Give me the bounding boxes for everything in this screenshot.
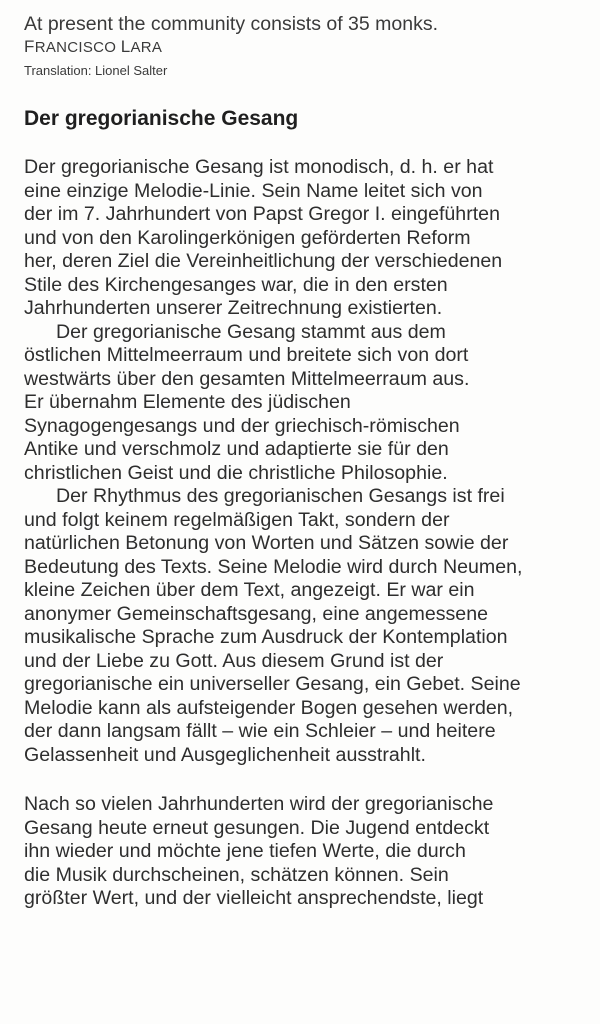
paragraph-4 [24, 793, 600, 911]
translator-credit: Translation: Lionel Salter [24, 63, 168, 78]
text-line: Synagogengesangs und der griechisch-römischen [24, 414, 460, 437]
text-line: Der Rhythmus des gregorianischen Gesangs ist frei [56, 485, 505, 507]
text-line: Er übernahm Elemente des jüdischen [24, 391, 351, 413]
text-line: her, deren Ziel die Vereinheitlichung der verschiedenen [24, 250, 503, 272]
text-line: musikalische Sprache zum Ausdruck der Kontemplation [24, 626, 508, 648]
paragraph-1 [24, 156, 600, 321]
text-line: natürlichen Betonung von Worten und Sätzen sowie der [24, 532, 509, 554]
paragraph-3 [24, 485, 600, 767]
text-line: der im 7. Jahrhundert von Papst Gregor I. eingeführten [24, 203, 500, 225]
section-heading: Der gregorianische Gesang [24, 107, 299, 130]
text-line: anonymer Gemeinschaftsgesang, eine angemessene [24, 602, 489, 625]
text-line: östlichen Mittelmeerraum und breitete sich von dort [24, 344, 469, 366]
text-line: christlichen Geist und die christliche Philosophie. [24, 461, 448, 484]
paragraph-gap [24, 767, 600, 793]
text-line: größter Wert, und der vielleicht ansprechendste, liegt [24, 887, 484, 909]
text-line: der dann langsam fällt – wie ein Schleier – und heitere [24, 720, 496, 742]
text-line: kleine Zeichen über dem Text, angezeigt. Er war ein [24, 579, 475, 601]
text-line: und folgt keinem regelmäßigen Takt, sondern der [24, 508, 450, 531]
text-line: Nach so vielen Jahrhunderten wird der gregorianische [24, 793, 494, 815]
text-line: und von den Karolingerkönigen geförderten Reform [24, 226, 471, 249]
text-line: Antike und verschmolz und adaptierte sie für den [24, 438, 449, 460]
text-line: Jahrhunderten unserer Zeitrechnung existierten. [24, 297, 443, 319]
paragraph-2 [24, 321, 600, 486]
text-line: und der Liebe zu Gott. Aus diesem Grund ist der [24, 649, 444, 672]
text-line: gregorianische ein universeller Gesang, ein Gebet. Seine [24, 673, 521, 695]
text-line: Melodie kann als aufsteigender Bogen gesehen werden, [24, 696, 514, 719]
intro-statement: At present the community consists of 35 monks. [24, 13, 439, 35]
document-page [24, 12, 600, 911]
text-line: Der gregorianische Gesang stammt aus dem [56, 320, 446, 343]
text-line: ihn wieder und möchte jene tiefen Werte, die durch [24, 840, 466, 862]
body-text [24, 156, 600, 911]
text-line: Stile des Kirchengesanges war, die in den ersten [24, 273, 448, 296]
text-line: die Musik durchscheinen, schätzen können. Sein [24, 863, 449, 886]
text-line: Der gregorianische Gesang ist monodisch, d. h. er hat [24, 156, 494, 178]
text-line: Gesang heute erneut gesungen. Die Jugend entdeckt [24, 816, 490, 839]
author-text: FRANCISCO LARA [24, 37, 163, 56]
text-line: westwärts über den gesamten Mittelmeerraum aus. [24, 367, 470, 390]
text-line: Bedeutung des Texts. Seine Melodie wird durch Neumen, [24, 555, 523, 578]
text-line: Gelassenheit und Ausgeglichenheit ausstrahlt. [24, 743, 426, 766]
text-line: eine einzige Melodie-Linie. Sein Name leitet sich von [24, 179, 483, 202]
author-name [24, 36, 600, 59]
